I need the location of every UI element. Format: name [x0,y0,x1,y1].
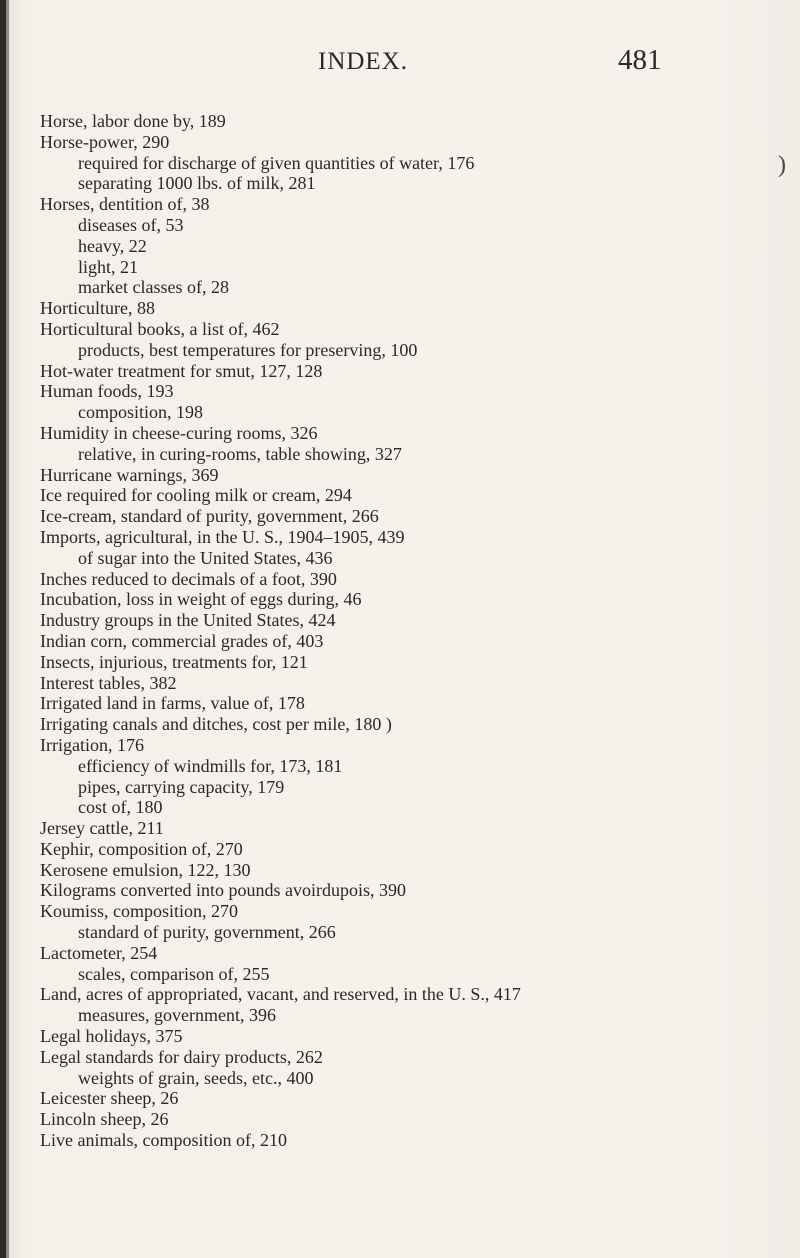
index-subentry: products, best temperatures for preserving, 100 [78,339,418,360]
index-entry: Kephir, composition of, 270 [40,838,243,859]
page-binding-shadow [6,0,9,1258]
index-entries-list [40,111,790,1151]
page-header [0,46,800,80]
handwritten-bracket-mark: ) [778,152,786,178]
index-entry: Legal holidays, 375 [40,1026,183,1047]
index-subentry: separating 1000 lbs. of milk, 281 [78,173,316,194]
index-entry: Irrigation, 176 [40,734,144,755]
index-entry: Lincoln sheep, 26 [40,1109,169,1130]
index-entry: Land, acres of appropriated, vacant, and reserved, in the U. S., 417 [40,984,521,1005]
index-entry: Kilograms converted into pounds avoirdupois, 390 [40,880,406,901]
index-subentry: weights of grain, seeds, etc., 400 [78,1067,314,1088]
page-number: 481 [618,44,662,76]
index-entry: Live animals, composition of, 210 [40,1130,287,1151]
index-entry: Jersey cattle, 211 [40,818,164,839]
index-entry: Hurricane warnings, 369 [40,464,219,485]
index-entry: Hot-water treatment for smut, 127, 128 [40,360,323,381]
index-entry: Kerosene emulsion, 122, 130 [40,859,251,880]
index-subentry: composition, 198 [78,402,203,423]
index-subentry: relative, in curing-rooms, table showing, 327 [78,443,402,464]
index-title: INDEX. [318,48,409,75]
index-entry: Humidity in cheese-curing rooms, 326 [40,422,318,443]
index-subentry: standard of purity, government, 266 [78,922,336,943]
index-subentry: of sugar into the United States, 436 [78,547,333,568]
index-subentry: diseases of, 53 [78,214,184,235]
index-entry: Horse-power, 290 [40,131,170,152]
index-entry: Irrigating canals and ditches, cost per mile, 180 ) [40,714,392,735]
index-entry: Industry groups in the United States, 424 [40,610,336,631]
index-entry: Interest tables, 382 [40,672,177,693]
index-subentry: pipes, carrying capacity, 179 [78,776,285,797]
index-entry: Horticulture, 88 [40,298,155,319]
index-subentry: market classes of, 28 [78,277,229,298]
index-entry: Legal standards for dairy products, 262 [40,1046,323,1067]
index-subentry: efficiency of windmills for, 173, 181 [78,755,343,776]
index-entry: Horticultural books, a list of, 462 [40,318,280,339]
index-entry: Leicester sheep, 26 [40,1088,179,1109]
index-subentry: light, 21 [78,256,139,277]
index-entry: Incubation, loss in weight of eggs during, 46 [40,589,362,610]
index-entry: Koumiss, composition, 270 [40,901,239,922]
index-subentry: measures, government, 396 [78,1005,276,1026]
index-entry: Insects, injurious, treatments for, 121 [40,651,308,672]
index-entry: Ice-cream, standard of purity, government, 266 [40,506,379,527]
index-subentry: cost of, 180 [78,797,163,818]
index-subentry: heavy, 22 [78,235,147,256]
index-subentry: required for discharge of given quantities of water, 176 [78,152,475,173]
index-subentry: scales, comparison of, 255 [78,963,270,984]
index-entry: Imports, agricultural, in the U. S., 1904–1905, 439 [40,526,405,547]
index-entry: Horses, dentition of, 38 [40,194,210,215]
index-entry: Lactometer, 254 [40,942,158,963]
index-entry: Indian corn, commercial grades of, 403 [40,630,324,651]
index-entry: Ice required for cooling milk or cream, 294 [40,485,352,506]
index-entry: Irrigated land in farms, value of, 178 [40,693,305,714]
index-entry: Inches reduced to decimals of a foot, 390 [40,568,337,589]
index-entry: Horse, labor done by, 189 [40,111,226,131]
index-entry: Human foods, 193 [40,381,174,402]
